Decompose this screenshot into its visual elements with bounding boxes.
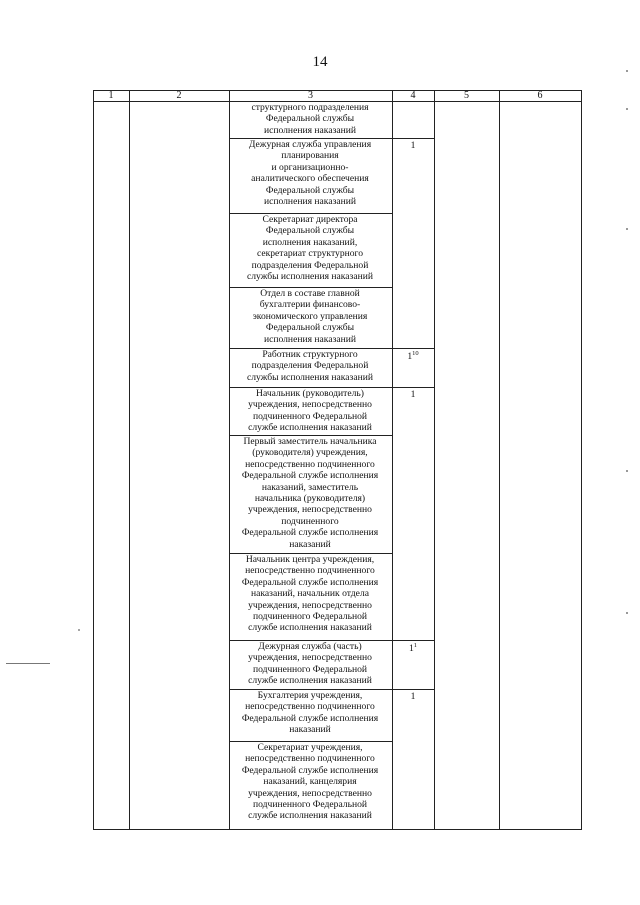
row-label: Дежурная служба управления планирования и организационно- аналитического обеспечения Федеральной службы исполнения наказаний: [248, 139, 372, 208]
table-row-text: [229, 640, 391, 687]
column4-separator: [392, 387, 434, 388]
document-table: [93, 90, 582, 830]
scan-speck: [626, 470, 628, 472]
column-header: 6: [537, 90, 543, 101]
table-border-bottom: [93, 829, 582, 830]
row-label: Секретариат директора Федеральной службы исполнения наказаний, секретариат структурного подразделения Федеральной службы исполнения наказаний: [246, 214, 374, 283]
table-row-text: [229, 387, 391, 434]
table-row-text: [229, 435, 391, 550]
margin-dot-mark: [78, 629, 80, 631]
table-row-text: [229, 101, 391, 136]
row-count: [398, 140, 428, 151]
row-count: [398, 643, 428, 654]
count-value: 1: [408, 643, 414, 654]
table-border-left: [93, 90, 94, 830]
count-value: 1: [410, 140, 416, 151]
count-superscript: 10: [412, 350, 419, 357]
column-divider-1: [129, 90, 130, 830]
count-superscript: 1: [413, 642, 418, 649]
row-label: Бухгалтерия учреждения, непосредственно подчиненного Федеральной службе исполнения наказаний: [241, 690, 379, 736]
table-border-right: [581, 90, 582, 830]
column-header: 5: [464, 90, 469, 101]
column-header: 4: [410, 90, 416, 101]
count-value: 1: [407, 351, 413, 362]
table-row-text: [229, 553, 391, 634]
row-count: [398, 351, 428, 362]
row-label: Начальник центра учреждения, непосредственно подчиненного Федеральной службе исполнения наказаний, начальник отдела учреждения, непосредственно подчиненного Федеральной службе исполнения наказаний: [241, 554, 379, 634]
margin-line-mark: [6, 663, 50, 664]
column-divider-3: [392, 90, 393, 830]
table-row-text: [229, 741, 391, 822]
row-count: [398, 691, 428, 702]
column-divider-4: [434, 90, 435, 830]
column-header: 2: [176, 90, 182, 101]
count-value: 1: [410, 691, 416, 702]
scan-speck: [626, 70, 628, 72]
column-header: 1: [108, 90, 114, 101]
scan-speck: [626, 612, 628, 614]
row-label: Дежурная служба (часть) учреждения, непосредственно подчиненного Федеральной службе исполнения наказаний: [248, 641, 372, 687]
row-label: Первый заместитель начальника (руководителя) учреждения, непосредственно подчиненного Федеральной службе исполнения наказаний, заместитель начальника (руководителя) учреждения, непосредственно подчиненного Федеральной службе исполнения наказаний: [241, 436, 379, 550]
scan-speck: [626, 228, 628, 230]
column4-separator: [392, 138, 434, 139]
column-header: 3: [308, 90, 313, 101]
row-label: Работник структурного подразделения Федеральной службы исполнения наказаний: [246, 349, 374, 383]
column4-separator: [392, 348, 434, 349]
table-row-text: [229, 689, 391, 736]
scan-speck: [626, 108, 628, 110]
row-label: Секретариат учреждения, непосредственно подчиненного Федеральной службе исполнения наказаний, канцелярия учреждения, непосредственно подчиненного Федеральной службе исполнения наказаний: [241, 742, 379, 822]
column4-separator: [392, 640, 434, 641]
row-label: Начальник (руководитель) учреждения, непосредственно подчиненного Федеральной службе исполнения наказаний: [248, 388, 372, 434]
table-row-text: [229, 138, 391, 207]
row-count: [398, 389, 428, 400]
table-row-text: [229, 213, 391, 282]
row-label: структурного подразделения Федеральной службы исполнения наказаний: [251, 102, 369, 136]
row-label: Отдел в составе главной бухгалтерии финансово- экономического управления Федеральной службы исполнения наказаний: [252, 288, 368, 345]
count-value: 1: [410, 389, 416, 400]
column-divider-5: [499, 90, 500, 830]
page-number: 14: [312, 54, 328, 70]
table-row-text: [229, 287, 391, 345]
table-row-text: [229, 348, 391, 383]
column4-separator: [392, 689, 434, 690]
